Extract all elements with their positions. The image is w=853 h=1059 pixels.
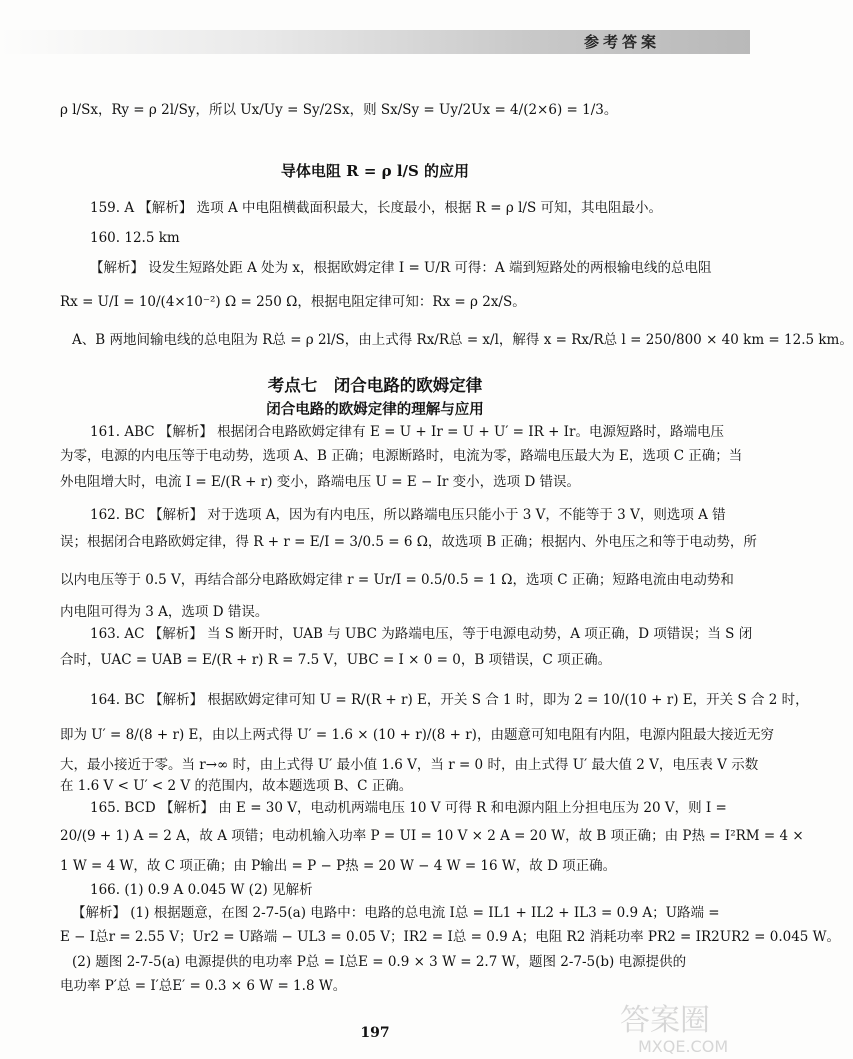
- text-line: 即为 U′ = 8/(8 + r) E，由以上两式得 U′ = 1.6 × (10 + r)/(8 + r)，由题意可知电阻有内阻，电源内阻最大接近无穷: [60, 727, 774, 743]
- text-line: ρ l/Sx，Ry = ρ 2l/Sy，所以 Ux/Uy = Sy/2Sx，则 Sx/Sy = Uy/2Ux = 4/(2×6) = 1/3。: [60, 102, 618, 118]
- text-line: 误；根据闭合电路欧姆定律，得 R + r = E/I = 3/0.5 = 6 Ω，故选项 B 正确；根据内、外电压之和等于电动势，所: [60, 534, 757, 550]
- section-heading: 考点七 闭合电路的欧姆定律: [267, 376, 483, 395]
- text-line: 【解析】 设发生短路处距 A 处为 x，根据欧姆定律 I = U/R 可得：A 端到短路处的两根输电线的总电阻: [90, 260, 712, 276]
- text-line: 166. (1) 0.9 A 0.045 W (2) 见解析: [90, 882, 313, 898]
- watermark-text: 答案圈: [620, 1003, 710, 1038]
- text-line: 外电阻增大时，电流 I = E/(R + r) 变小，路端电压 U = E − Ir 变小，选项 D 错误。: [60, 474, 581, 490]
- header-title: 参考答案: [583, 33, 660, 51]
- text-line: 160. 12.5 km: [90, 230, 180, 246]
- text-line: 20/(9 + 1) A = 2 A，故 A 项错；电动机输入功率 P = UI = 10 V × 2 A = 20 W，故 B 项正确；由 P热 = I²RM = 4 ×: [60, 828, 804, 844]
- page-number: 197: [360, 1025, 390, 1041]
- text-line: 1 W = 4 W，故 C 项正确；由 P输出 = P − P热 = 20 W − 4 W = 16 W，故 D 项正确。: [60, 858, 617, 874]
- text-line: 以内电压等于 0.5 V，再结合部分电路欧姆定律 r = Ur/I = 0.5/0.5 = 1 Ω，选项 C 正确；短路电流由电动势和: [60, 572, 734, 588]
- section-heading: 导体电阻 R = ρ l/S 的应用: [280, 162, 470, 180]
- text-line: 电功率 P′总 = I′总E′ = 0.3 × 6 W = 1.8 W。: [60, 978, 347, 994]
- text-line: Rx = U/I = 10/(4×10⁻²) Ω = 250 Ω，根据电阻定律可知：Rx = ρ 2x/S。: [60, 294, 526, 310]
- text-line: 在 1.6 V < U′ < 2 V 的范围内，故本题选项 B、C 正确。: [60, 778, 413, 794]
- text-line: 164. BC 【解析】 根据欧姆定律可知 U = R/(R + r) E，开关 S 合 1 时，即为 2 = 10/(10 + r) E，开关 S 合 2 时，: [90, 692, 809, 708]
- text-line: 合时，UAC = UAB = E/(R + r) R = 7.5 V，UBC = I × 0 = 0，B 项错误，C 项正确。: [60, 652, 612, 668]
- text-line: A、B 两地间输电线的总电阻为 R总 = ρ 2l/S，由上式得 Rx/R总 = x/l，解得 x = Rx/R总 l = 250/800 × 40 km = 12.5 km。: [72, 332, 853, 348]
- watermark-logo: [610, 990, 750, 1059]
- section-heading: 闭合电路的欧姆定律的理解与应用: [266, 401, 484, 418]
- watermark-sub: MXQE.COM: [638, 1037, 729, 1056]
- text-line: 163. AC 【解析】 当 S 断开时，UAB 与 UBC 为路端电压，等于电源电动势，A 项正确，D 项错误；当 S 闭: [90, 626, 753, 642]
- text-line: 165. BCD 【解析】 由 E = 30 V，电动机两端电压 10 V 可得 R 和电源内阻上分担电压为 20 V，则 I =: [90, 800, 727, 816]
- text-line: E − I总r = 2.55 V；Ur2 = U路端 − UL3 = 0.05 V；IR2 = I总 = 0.9 A；电阻 R2 消耗功率 PR2 = IR2UR2 = 0.045 W。: [60, 929, 841, 945]
- text-line: 162. BC 【解析】 对于选项 A，因为有内电压，所以路端电压只能小于 3 V，不能等于 3 V，则选项 A 错: [90, 507, 726, 523]
- text-line: 内电阻可得为 3 A，选项 D 错误。: [60, 604, 269, 620]
- text-line: (2) 题图 2-7-5(a) 电源提供的电功率 P总 = I总E = 0.9 × 3 W = 2.7 W，题图 2-7-5(b) 电源提供的: [72, 954, 687, 970]
- text-line: 为零，电源的内电压等于电动势，选项 A、B 正确；电源断路时，电流为零，路端电压最大为 E，选项 C 正确；当: [60, 448, 743, 464]
- text-line: 大，最小接近于零。当 r→∞ 时，由上式得 U′ 最小值 1.6 V，当 r = 0 时，由上式得 U′ 最大值 2 V，电压表 V 示数: [60, 757, 759, 773]
- text-line: 【解析】 (1) 根据题意，在图 2-7-5(a) 电路中：电路的总电流 I总 = IL1 + IL2 + IL3 = 0.9 A；U路端 =: [72, 905, 720, 921]
- text-line: 161. ABC 【解析】 根据闭合电路欧姆定律有 E = U + Ir = U + U′ = IR + Ir。电源短路时，路端电压: [90, 424, 724, 440]
- text-line: 159. A 【解析】 选项 A 中电阻横截面积最大，长度最小，根据 R = ρ l/S 可知，其电阻最小。: [90, 200, 662, 216]
